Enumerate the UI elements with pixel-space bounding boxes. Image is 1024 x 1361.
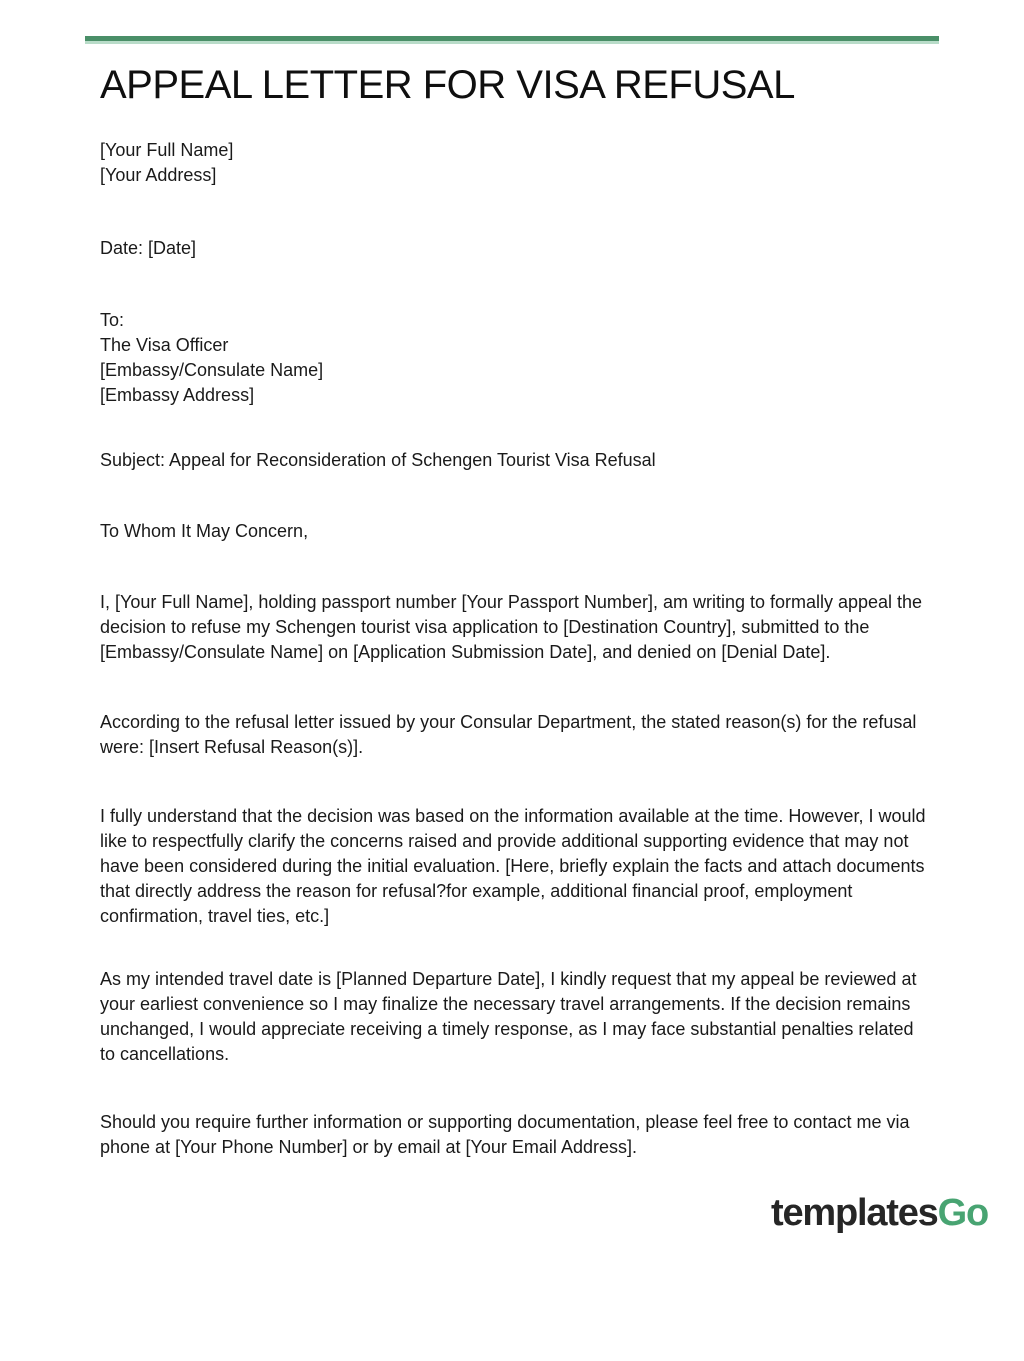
recipient-to-line: To: [100,310,125,330]
body-paragraph-clarification: I fully understand that the decision was based on the information available at the time. However, I would like to respectfully clarify the concerns raised and provide additional supporting evidence that may not have been considered during the initial evaluation. [Here, briefly explain the facts and attach documents that directly address the reason for refusal?for example, additional financial proof, employment confirmation, travel ties, etc.] [100,806,926,926]
letter-content [0,61,1024,1160]
logo-text-green: Go [937,1192,988,1234]
logo-text-dark: templates [771,1192,938,1234]
top-accent-bar [85,36,939,44]
footer [0,1194,1024,1232]
letter-page [0,36,1024,1232]
body-paragraph-travel-date: As my intended travel date is [Planned Departure Date], I kindly request that my appeal be reviewed at your earliest convenience so I may finalize the necessary travel arrangements. If the decision remains unchanged, I would appreciate receiving a timely response, as I may face substantial penalties related to cancellations. [100,969,917,1064]
recipient-embassy-address-line: [Embassy Address] [100,385,255,405]
salutation: To Whom It May Concern, [100,521,309,541]
body-paragraph-appeal: I, [Your Full Name], holding passport number [Your Passport Number], am writing to formally appeal the decision to refuse my Schengen tourist visa application to [Destination Country], submitted to the [Embassy/Consulate Name] on [Application Submission Date], and denied on [Denial Date]. [100,592,923,662]
templatesgo-logo [771,1194,988,1232]
body-paragraph-contact: Should you require further information or supporting documentation, please feel free to contact me via phone at [Your Phone Number] or by email at [Your Email Address]. [100,1112,910,1157]
body-paragraph-refusal-reasons: According to the refusal letter issued by your Consular Department, the stated reason(s) for the refusal were: [Insert Refusal Reason(s)]. [100,712,917,757]
recipient-officer-line: The Visa Officer [100,335,229,355]
sender-block [100,138,927,188]
date-line: Date: [Date] [100,238,197,258]
subject-line: Subject: Appeal for Reconsideration of Schengen Tourist Visa Refusal [100,450,656,470]
sender-address-line: [Your Address] [100,165,217,185]
sender-name-line: [Your Full Name] [100,140,234,160]
recipient-embassy-name-line: [Embassy/Consulate Name] [100,360,324,380]
recipient-block [100,308,927,408]
page-title: APPEAL LETTER FOR VISA REFUSAL [100,63,795,107]
